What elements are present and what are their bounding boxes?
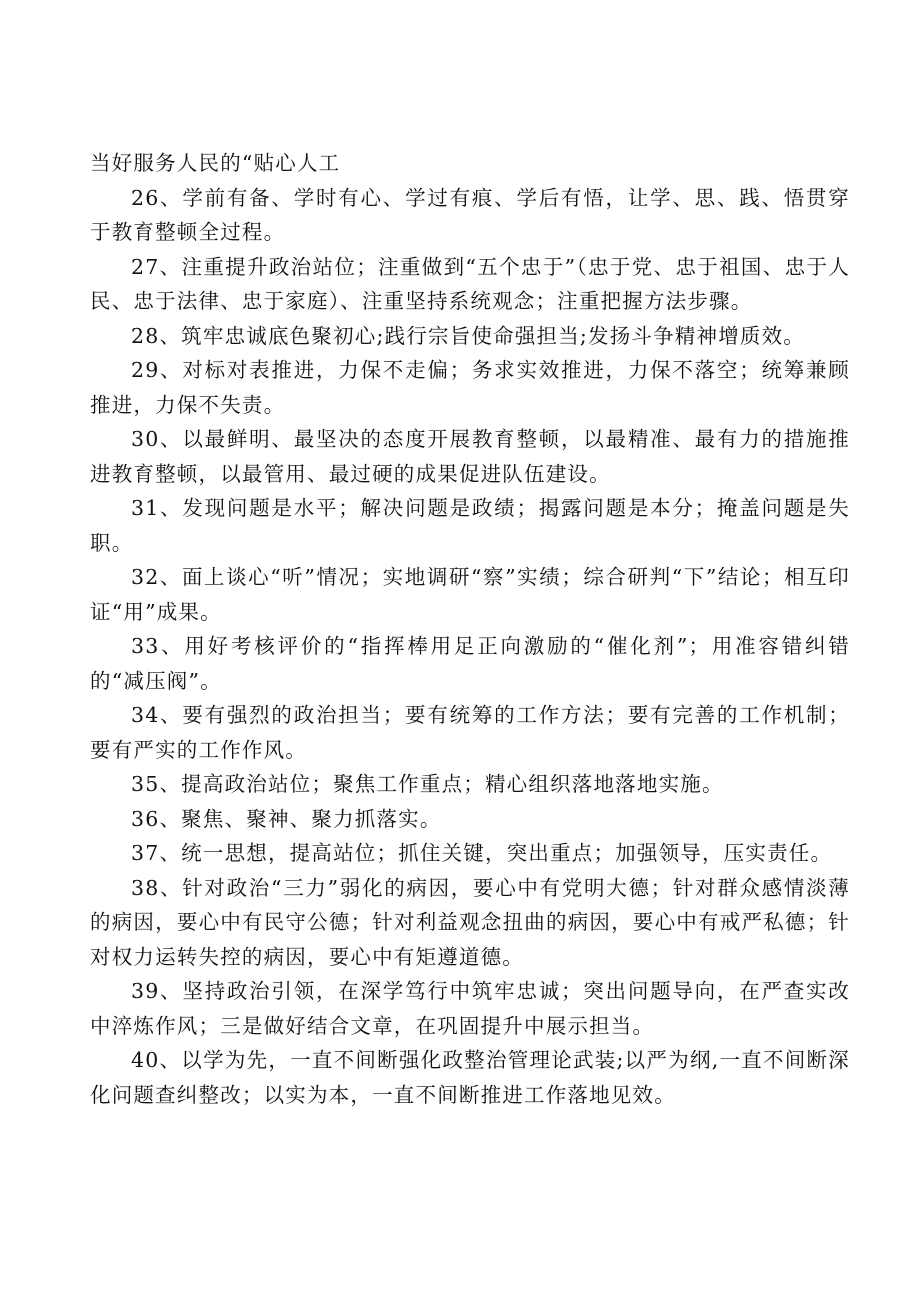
paragraph-item-26: 26、学前有备、学时有心、学过有痕、学后有悟，让学、思、践、悟贯穿于教育整顿全过程。 (90, 185, 850, 244)
paragraph-item-31: 31、发现问题是水平；解决问题是政绩；揭露问题是本分；掩盖问题是失职。 (90, 496, 850, 555)
paragraph-item-40: 40、以学为先，一直不间断强化政整治管理论武装;以严为纲,一直不间断深化问题查纠整改；以实为本，一直不间断推进工作落地见效。 (90, 1048, 850, 1107)
paragraph-item-35: 35、提高政治站位；聚焦工作重点；精心组织落地落地实施。 (131, 772, 724, 796)
paragraph-item-28: 28、筑牢忠诚底色聚初心;践行宗旨使命强担当;发扬斗争精神增质效。 (131, 323, 805, 348)
document-body (90, 146, 850, 1112)
paragraph-item-37: 37、统一思想，提高站位；抓住关键，突出重点；加强领导，压实责任。 (131, 841, 833, 865)
paragraph-item-30: 30、以最鲜明、最坚决的态度开展教育整顿，以最精准、最有力的措施推进教育整顿，以最管用、最过硬的成果促进队伍建设。 (90, 427, 850, 486)
paragraph-item-38: 38、针对政治“三力”弱化的病因，要心中有党明大德；针对群众感情淡薄的病因，要心中有民守公德；针对利益观念扭曲的病因，要心中有戒严私德；针对权力运转失控的病因，要心中有矩遵道德。 (90, 875, 850, 969)
paragraph-item-27: 27、注重提升政治站位；注重做到“五个忠于”（忠于党、忠于祖国、忠于人民、忠于法律、忠于家庭）、注重坚持系统观念；注重把握方法步骤。 (90, 254, 850, 313)
paragraph-item-34: 34、要有强烈的政治担当；要有统筹的工作方法；要有完善的工作机制；要有严实的工作作风。 (90, 703, 850, 762)
paragraph-item-33: 33、用好考核评价的“指挥棒用足正向激励的“催化剂”；用准容错纠错的“减压阀”。 (90, 634, 850, 693)
paragraph-item-39: 39、坚持政治引领，在深学笃行中筑牢忠诚；突出问题导向，在严查实改中淬炼作风；三是做好结合文章，在巩固提升中展示担当。 (90, 979, 850, 1038)
paragraph-item-32: 32、面上谈心“听”情况；实地调研“察”实绩；综合研判“下”结论；相互印证“用”成果。 (90, 565, 850, 624)
paragraph-item-36: 36、聚焦、聚神、聚力抓落实。 (131, 806, 442, 831)
paragraph-item-29: 29、对标对表推进，力保不走偏；务求实效推进，力保不落空；统筹兼顾推进，力保不失责。 (90, 358, 850, 417)
paragraph-continuation: 当好服务人民的“贴心人工 (90, 151, 341, 175)
